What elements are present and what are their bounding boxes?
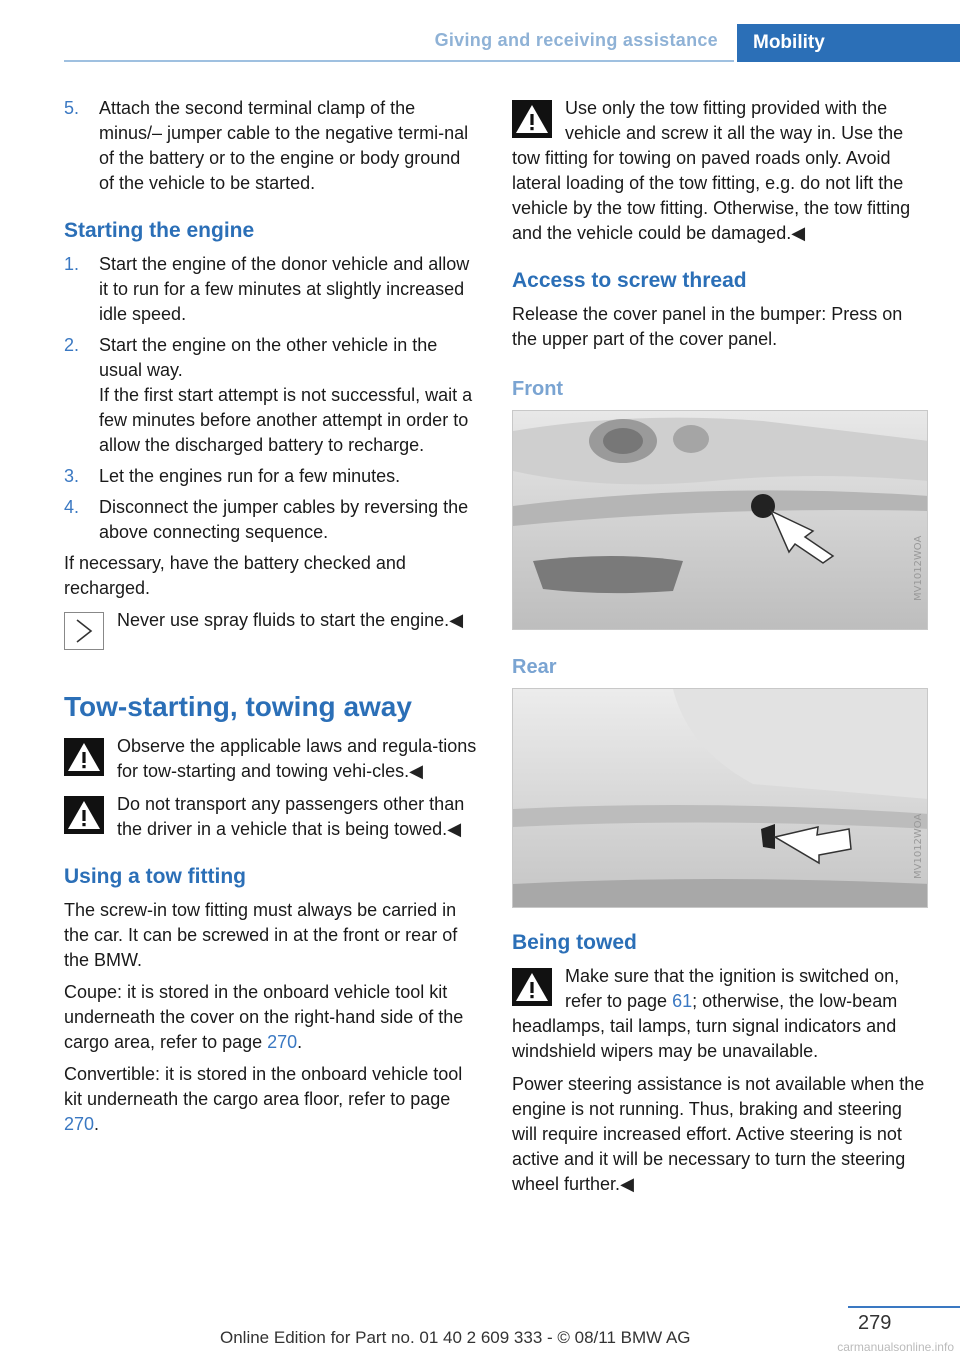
end-marker: ◀: [620, 1174, 634, 1194]
watermark: carmanualsonline.info: [837, 1340, 954, 1354]
left-column: [64, 96, 480, 1144]
heading-starting-engine: Starting the engine: [64, 219, 255, 242]
warning-passengers: [64, 792, 480, 842]
note-triangle-icon: [64, 612, 104, 650]
step-number: 4.: [64, 497, 80, 517]
step-number: 2.: [64, 335, 80, 355]
warning-laws: [64, 734, 480, 784]
warning-text: Observe the applicable laws and regula-tions for tow-starting and towing vehi-cles.: [117, 736, 477, 781]
step-item: [64, 252, 480, 327]
figure-code: MV1012WOA: [913, 535, 924, 601]
header-rule: [64, 60, 734, 62]
page-link-270[interactable]: 270: [267, 1032, 298, 1052]
rear-bumper-image: [512, 688, 928, 908]
step-text: Let the engines run for a few minutes.: [99, 466, 401, 486]
step-text: Disconnect the jumper cables by reversing the above connecting sequence.: [99, 497, 469, 542]
step-item: [64, 464, 480, 489]
warning-text-cont: ; otherwise, the low-beam headlamps, tail lamps, turn signal indicators and windshield wipers may be unavailable.: [512, 991, 898, 1061]
front-bumper-illustration: [513, 411, 928, 630]
header-section-title: Giving and receiving assistance: [434, 30, 718, 50]
note-text: Never use spray fluids to start the engine.: [117, 610, 450, 630]
figure-code: MV1012WOA: [913, 813, 924, 879]
fitting-paragraph: The screw-in tow fitting must always be carried in the car. It can be screwed in at the front or rear of the BMW.: [64, 900, 458, 970]
warning-ignition: [512, 964, 928, 1064]
convertible-paragraph: Convertible: it is stored in the onboard vehicle tool kit underneath the cargo area floor, refer to page 270.: [64, 1064, 463, 1134]
end-marker: ◀: [449, 610, 464, 630]
page-link-61[interactable]: 61: [672, 991, 693, 1011]
page-link-270[interactable]: 270: [64, 1114, 95, 1134]
end-marker: ◀: [791, 223, 806, 243]
step-number: 5.: [64, 98, 80, 118]
heading-tow-fitting: Using a tow fitting: [64, 865, 246, 888]
heading-rear: Rear: [512, 656, 557, 678]
footer-edition: Online Edition for Part no. 01 40 2 609 333 - © 08/11 BMW AG: [220, 1328, 691, 1347]
end-marker: ◀: [409, 761, 423, 781]
header-chapter-tab: Mobility: [737, 24, 960, 62]
warning-text: Make sure that the ignition is switched on, refer to page: [565, 966, 900, 1011]
rear-bumper-illustration: [513, 689, 928, 908]
step-text: Attach the second terminal clamp of the minus/– jumper cable to the negative termi-nal of the battery or to the engine or body ground of the vehicle to be started.: [99, 98, 469, 193]
warning-icon: [64, 796, 104, 834]
warning-icon: [512, 100, 552, 138]
steering-text: Power steering assistance is not available when the engine is not running. Thus, braking and steering will require increased effort. Active steering is not active and it will be necessary to turn the steering wheel further.: [512, 1074, 925, 1194]
coupe-text: Coupe: it is stored in the onboard vehicle tool kit underneath the cover on the right-hand side of the cargo area, refer to page: [64, 982, 464, 1052]
right-column: [512, 96, 928, 1204]
warning-icon: [64, 738, 104, 776]
step-text-extra: If the first start attempt is not successful, wait a few minutes before another attempt in order to allow the discharged battery to recharge.: [99, 385, 473, 455]
end-marker: ◀: [447, 819, 462, 839]
step-text-main: Start the engine on the other vehicle in the usual way.: [99, 335, 438, 380]
convertible-text: Convertible: it is stored in the onboard vehicle tool kit underneath the cargo area floor, refer to page: [64, 1064, 463, 1109]
step-item: [64, 333, 480, 458]
steering-paragraph: [512, 1072, 928, 1197]
warning-text: Use only the tow fitting provided with the vehicle and screw it all the way in. Use the tow fitting for towing on paved roads only. Avoid lateral loading of the tow fitting, e.g. do not lift the vehicle by the tow fitting. Otherwise, the tow fitting and the vehicle could be damaged.: [512, 98, 911, 243]
page-number: 279: [858, 1312, 892, 1334]
battery-paragraph: If necessary, have the battery checked and recharged.: [64, 553, 406, 598]
step-item: [64, 495, 480, 545]
step-number: 1.: [64, 254, 80, 274]
note-spray: [64, 608, 480, 652]
heading-front: Front: [512, 378, 564, 400]
step-text: Start the engine of the donor vehicle and allow it to run for a few minutes at slightly increased idle speed.: [99, 254, 470, 324]
coupe-paragraph: Coupe: it is stored in the onboard vehicle tool kit underneath the cover on the right-hand side of the cargo area, refer to page 270.: [64, 982, 464, 1052]
step-number: 3.: [64, 466, 80, 486]
front-bumper-image: [512, 410, 928, 630]
heading-screw-thread: Access to screw thread: [512, 269, 747, 292]
heading-tow-starting: Tow-starting, towing away: [64, 691, 412, 722]
step-item: [64, 96, 480, 196]
step-text: [99, 333, 480, 458]
heading-being-towed: Being towed: [512, 931, 637, 954]
warning-tow-fitting: [512, 96, 928, 246]
footer-rule: [848, 1306, 960, 1308]
access-paragraph: Release the cover panel in the bumper: Press on the upper part of the cover panel.: [512, 304, 903, 349]
warning-icon: [512, 968, 552, 1006]
warning-text: Do not transport any passengers other than the driver in a vehicle that is being towed.: [117, 794, 465, 839]
